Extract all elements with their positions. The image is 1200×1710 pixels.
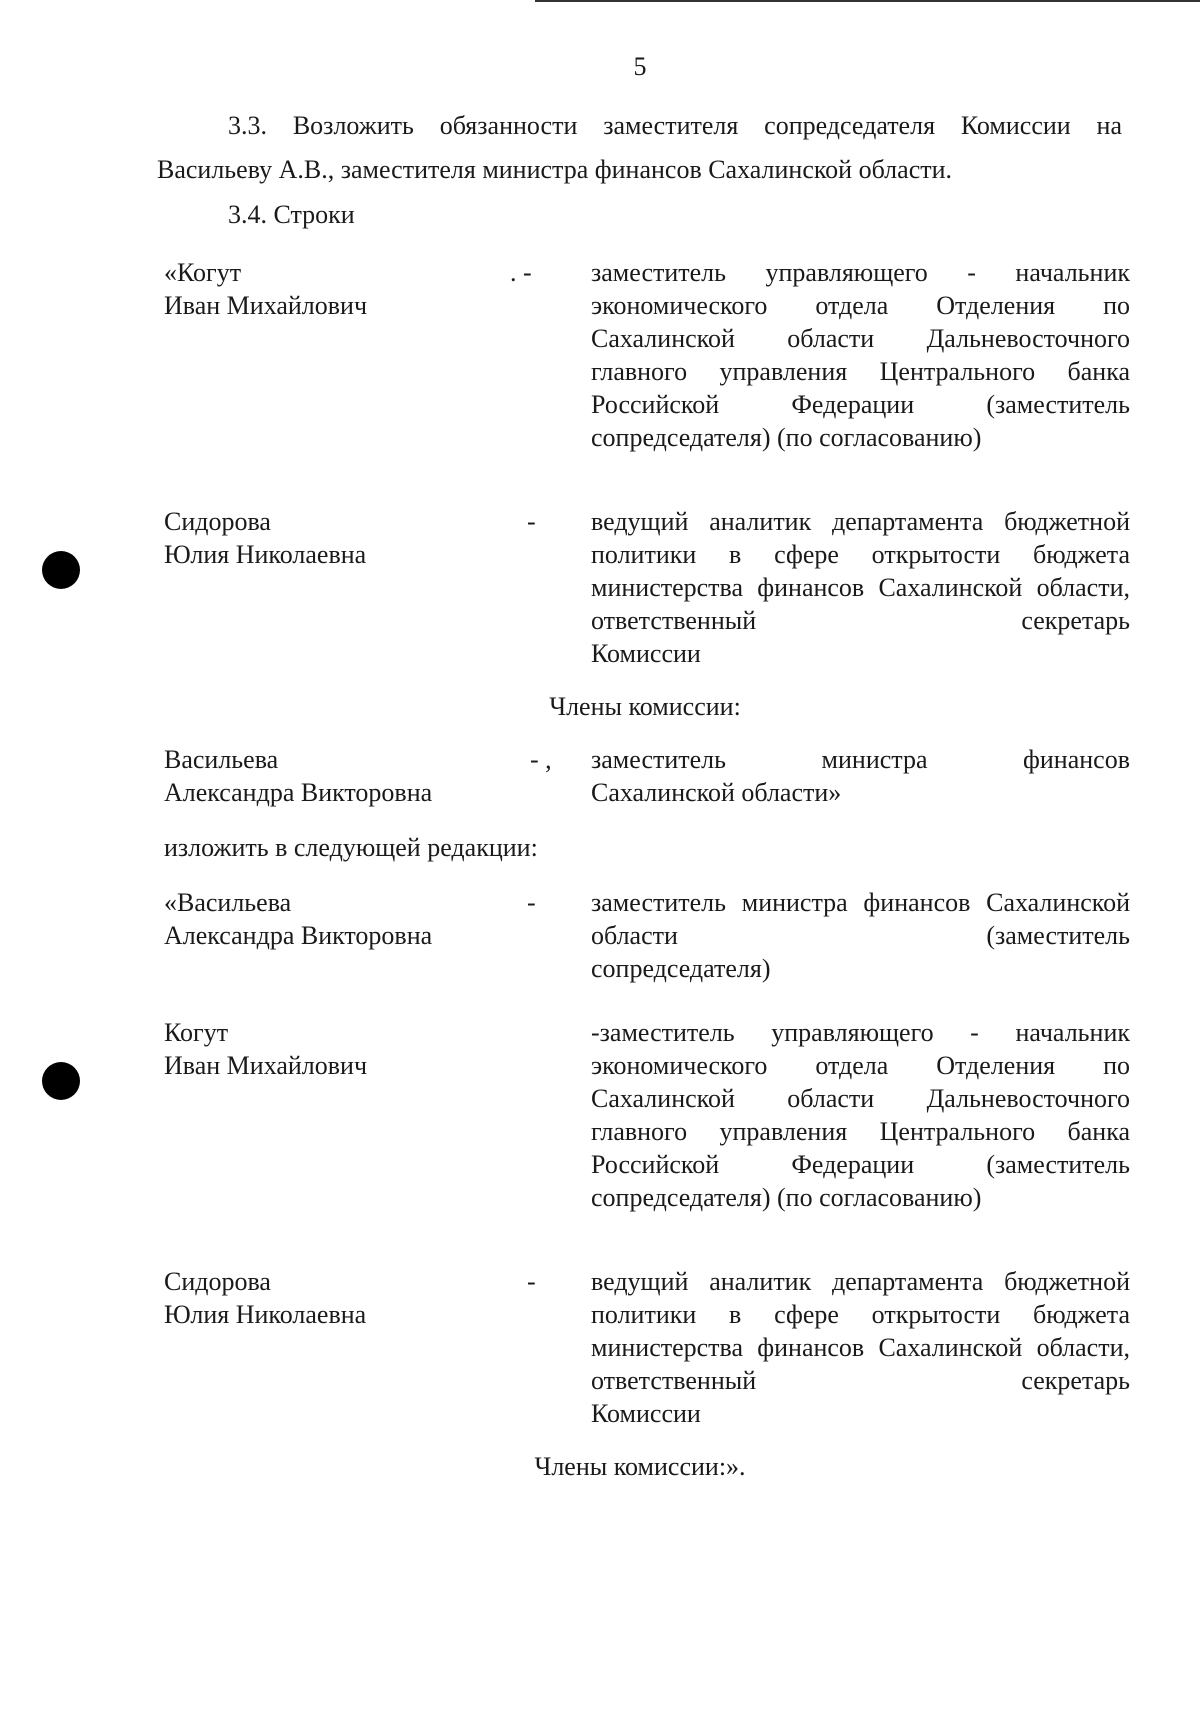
punch-hole-top [42,551,80,589]
old-sidorova-name [164,505,366,571]
new-sidorova-surname: Сидорова [164,1267,271,1296]
old-sidorova-desc-last: Комиссии [591,639,701,668]
paragraph-3-4: 3.4. Строки [228,200,355,229]
old-kogut-dash: . - [510,258,532,287]
old-vasilieva-description [591,743,1130,809]
new-sidorova-desc-main: ведущий аналитик департамента бюджетной политики в сфере открытости бюджета министерства финансов Сахалинской области, ответственный секретарь [591,1267,1130,1395]
old-vasilieva-surname: Васильева [164,745,279,774]
page-number: 5 [633,52,647,81]
replace-instruction: изложить в следующей редакции: [164,833,538,862]
old-kogut-name [164,256,367,322]
old-members-heading: Члены комиссии: [549,692,741,721]
top-edge-line [535,0,1200,2]
old-kogut-given-names: Иван Михайлович [164,291,368,320]
new-kogut-name [164,1016,367,1082]
old-vasilieva-dash: - , [530,745,552,774]
old-kogut-surname: «Когут [164,258,242,287]
old-sidorova-surname: Сидорова [164,507,271,536]
old-vasilieva-desc-last: Сахалинской области» [591,778,842,807]
new-vasilieva-description [591,886,1130,985]
new-vasilieva-surname: «Васильева [164,888,292,917]
old-sidorova-given-names: Юлия Николаевна [164,540,367,569]
new-vasilieva-desc-last: сопредседателя) [591,954,771,983]
new-sidorova-desc-last: Комиссии [591,1399,701,1428]
old-sidorova-dash: - [527,507,536,536]
new-kogut-given-names: Иван Михайлович [164,1051,368,1080]
old-kogut-desc-main: заместитель управляющего - начальник экономического отдела Отделения по Сахалинской области Дальневосточного главного управления Центрального банка Российской Федерации (заместитель [591,258,1130,419]
new-vasilieva-name [164,886,432,952]
paragraph-3-3-line1: 3.3. Возложить обязанности заместителя сопредседателя Комиссии на [228,111,1122,140]
new-vasilieva-desc-main: заместитель министра финансов Сахалинской области (заместитель [591,888,1130,950]
new-kogut-surname: Когут [164,1018,229,1047]
old-sidorova-desc-main: ведущий аналитик департамента бюджетной политики в сфере открытости бюджета министерства финансов Сахалинской области, ответственный секретарь [591,507,1130,635]
old-sidorova-description [591,505,1130,670]
new-kogut-desc-main: -заместитель управляющего - начальник экономического отдела Отделения по Сахалинской области Дальневосточного главного управления Центрального банка Российской Федерации (заместитель [591,1018,1130,1179]
old-vasilieva-name [164,743,432,809]
new-sidorova-given-names: Юлия Николаевна [164,1300,367,1329]
new-kogut-description [591,1016,1130,1214]
new-kogut-desc-last: сопредседателя) (по согласованию) [591,1183,982,1212]
old-vasilieva-desc-main: заместитель министра финансов [591,745,1130,774]
punch-hole-bottom [42,1062,80,1100]
new-members-heading: Члены комиссии:». [534,1452,746,1481]
old-kogut-description [591,256,1130,454]
new-sidorova-name [164,1265,366,1331]
old-kogut-desc-last: сопредседателя) (по согласованию) [591,423,982,452]
paragraph-3-3-line2: Васильеву А.В., заместителя министра финансов Сахалинской области. [157,155,953,184]
old-vasilieva-given-names: Александра Викторовна [164,778,433,807]
new-sidorova-dash: - [527,1267,536,1296]
new-sidorova-description [591,1265,1130,1430]
new-vasilieva-given-names: Александра Викторовна [164,921,433,950]
new-vasilieva-dash: - [527,888,536,917]
